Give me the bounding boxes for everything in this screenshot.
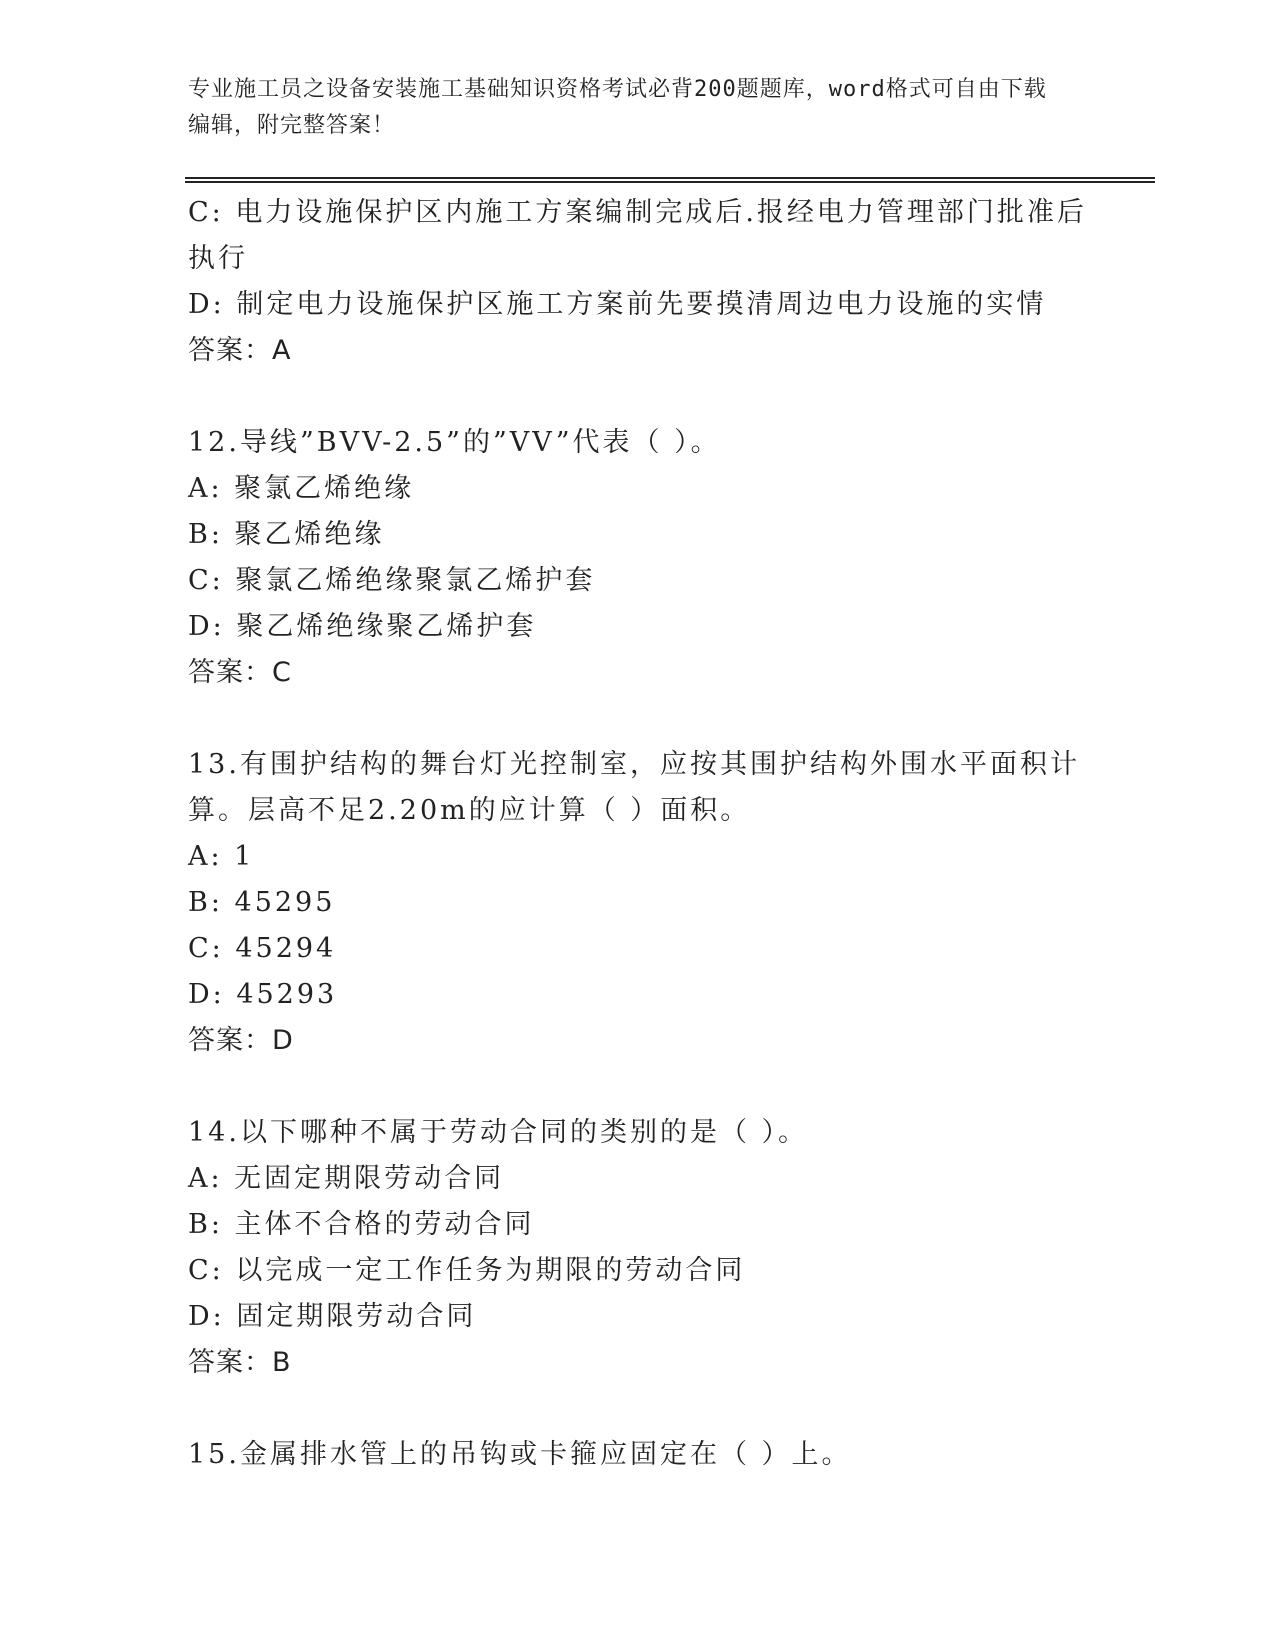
answer: 答案：B — [188, 1347, 292, 1378]
question-stem-14: 14.以下哪种不属于劳动合同的类别的是（ ）。 — [188, 1117, 809, 1148]
option-d: D: 聚乙烯绝缘聚乙烯护套 — [188, 611, 537, 642]
option-b: B: 聚乙烯绝缘 — [188, 519, 385, 550]
option-c: C: 45294 — [188, 933, 337, 964]
option-c: C: 聚氯乙烯绝缘聚氯乙烯护套 — [188, 565, 596, 596]
answer: 答案：A — [188, 335, 292, 366]
option-c: C: 以完成一定工作任务为期限的劳动合同 — [188, 1255, 746, 1286]
option-a: A: 无固定期限劳动合同 — [188, 1163, 505, 1194]
question-stem-15: 15.金属排水管上的吊钩或卡箍应固定在（ ）上。 — [188, 1439, 852, 1470]
spacer — [188, 696, 1088, 742]
question-stem-13: 13.有围护结构的舞台灯光控制室，应按其围护结构外围水平面积计算。层高不足2.20m的应计算（ ）面积。 — [188, 749, 1080, 826]
spacer — [188, 1064, 1088, 1110]
spacer — [188, 374, 1088, 420]
option-b: B: 主体不合格的劳动合同 — [188, 1209, 535, 1240]
question-stem-12: 12.导线”BVV-2.5”的”VV”代表（ ）。 — [188, 427, 721, 458]
option-d: D: 45293 — [188, 979, 338, 1010]
option-a: A: 聚氯乙烯绝缘 — [188, 473, 415, 504]
option-d: D: 固定期限劳动合同 — [188, 1301, 477, 1332]
document-header: 专业施工员之设备安装施工基础知识资格考试必背200题题库，word格式可自由下载编辑，附完整答案！ — [188, 77, 1047, 138]
option-b: B: 45295 — [188, 887, 336, 918]
spacer — [188, 1386, 1088, 1432]
header-divider — [185, 177, 1155, 183]
answer: 答案：D — [188, 1025, 294, 1056]
option-d: D: 制定电力设施保护区施工方案前先要摸清周边电力设施的实情 — [188, 289, 1047, 320]
question-list — [188, 190, 1088, 1478]
option-a: A: 1 — [188, 841, 255, 872]
answer: 答案：C — [188, 657, 292, 688]
option-c: C: 电力设施保护区内施工方案编制完成后.报经电力管理部门批准后执行 — [188, 197, 1087, 274]
